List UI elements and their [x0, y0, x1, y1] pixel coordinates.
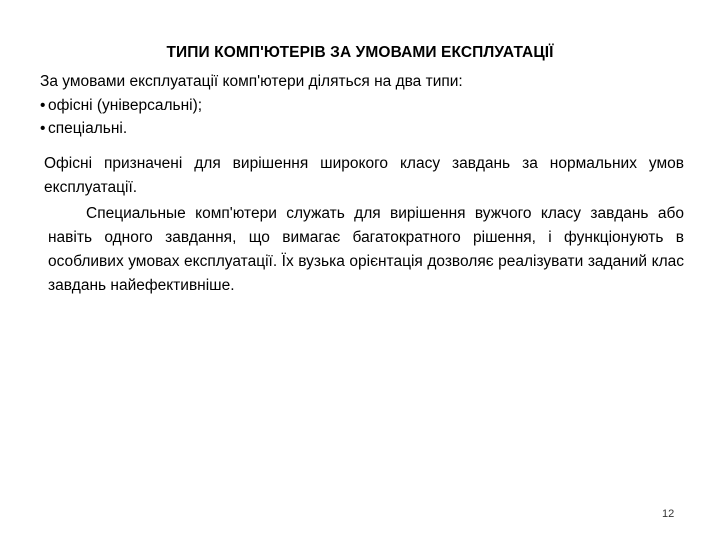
paragraph-office	[44, 152, 684, 200]
page-number: 12	[662, 508, 675, 520]
bullet-text: спеціальні.	[48, 120, 128, 137]
intro-text: За умовами експлуатації комп'ютери діляться на два типи:	[40, 73, 463, 90]
paragraph-body: призначені для вирішення широкого класу завдань за нормальних умов експлуатації.	[44, 155, 684, 196]
paragraph-lead-word: Специальные	[86, 205, 186, 222]
paragraph-lead-word: Офісні	[44, 155, 93, 172]
bullet-icon: •	[40, 120, 46, 137]
bullet-item	[40, 94, 680, 118]
intro-block	[40, 70, 680, 141]
slide-title: ТИПИ КОМП'ЮТЕРІВ ЗА УМОВАМИ ЕКСПЛУАТАЦІЇ	[166, 44, 554, 61]
paragraph-special	[48, 202, 684, 298]
bullet-icon: •	[40, 96, 46, 114]
paragraph-body: комп'ютери служать для вирішення вужчого класу завдань або навіть одного завдання, що вимагає багатократного рішення, і функціонують в особливих умовах експлуатації. Їх вузька орієнтація дозволяє реалізувати заданий клас завдань найефективніше.	[48, 205, 684, 294]
bullet-item	[40, 117, 680, 141]
bullet-text: офісні (універсальні);	[48, 96, 203, 114]
